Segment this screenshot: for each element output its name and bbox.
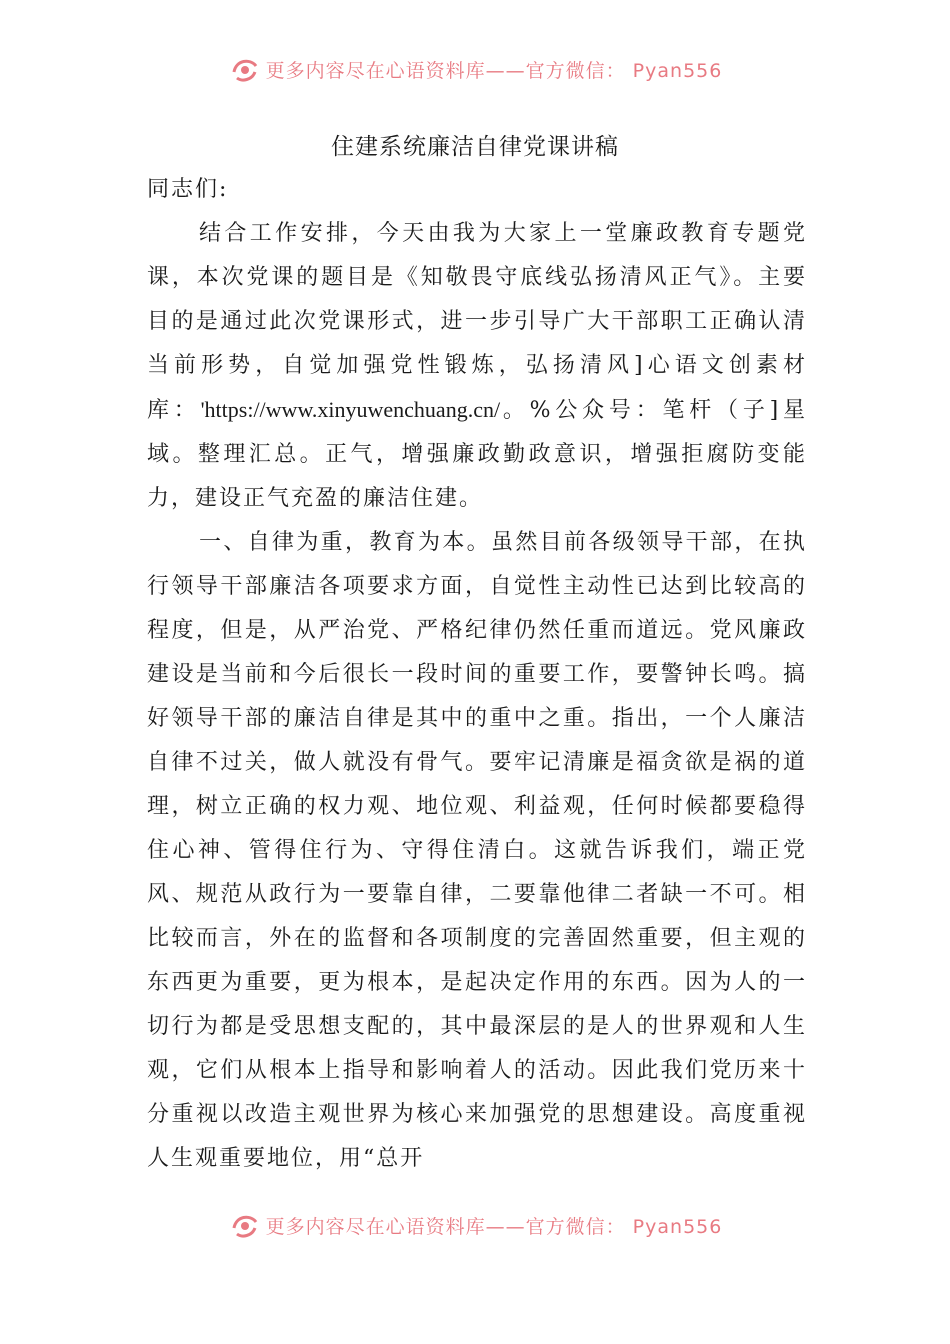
watermark-logo-icon	[228, 52, 262, 86]
document-title: 住建系统廉洁自律党课讲稿	[331, 134, 619, 160]
watermark-footer	[0, 1208, 950, 1242]
document-body	[147, 168, 807, 1181]
watermark-text: 更多内容尽在心语资料库——官方微信： Pyan556	[265, 59, 723, 82]
paragraph-1-text-b: 。%公众号：笔杆（子]星域。整理汇总。正气，增强廉政勤政意识，增强拒腐防变能力，建设正气充盈的廉洁住建。	[147, 398, 807, 511]
watermark-logo-icon	[228, 1208, 262, 1242]
paragraph-2: 一、自律为重，教育为本。虽然目前各级领导干部，在执行领导干部廉洁各项要求方面，自觉性主动性已达到比较高的程度，但是，从严治党、严格纪律仍然任重而道远。党风廉政建设是当前和今后很长一段时间的重要工作，要警钟长鸣。搞好领导干部的廉洁自律是其中的重中之重。指出，一个人廉洁自律不过关，做人就没有骨气。要牢记清廉是福贪欲是祸的道理，树立正确的权力观、地位观、利益观，任何时候都要稳得住心神、管得住行为、守得住清白。这就告诉我们，端正党风、规范从政行为一要靠自律，二要靠他律二者缺一不可。相比较而言，外在的监督和各项制度的完善固然重要，但主观的东西更为重要，更为根本，是起决定作用的东西。因为人的一切行为都是受思想支配的，其中最深层的是人的世界观和人生观，它们从根本上指导和影响着人的活动。因此我们党历来十分重视以改造主观世界为核心来加强党的思想建设。高度重视人生观重要地位，用“总开	[147, 530, 807, 1171]
salutation: 同志们:	[147, 177, 229, 202]
watermark-text: 更多内容尽在心语资料库——官方微信： Pyan556	[265, 1215, 723, 1238]
watermark-header	[0, 52, 950, 86]
paragraph-1-text-a: 结合工作安排，今天由我为大家上一堂廉政教育专题党课，本次党课的题目是《知敬畏守底线弘扬清风正气》。主要目的是通过此次党课形式，进一步引导广大干部职工正确认清当前形势，自觉加强党性锻炼，弘扬清风]心语文创素材库：	[147, 221, 807, 423]
paragraph-1	[147, 212, 807, 521]
paragraph-1-url: 'https://www.xinyuwenchuang.cn/	[200, 397, 501, 422]
